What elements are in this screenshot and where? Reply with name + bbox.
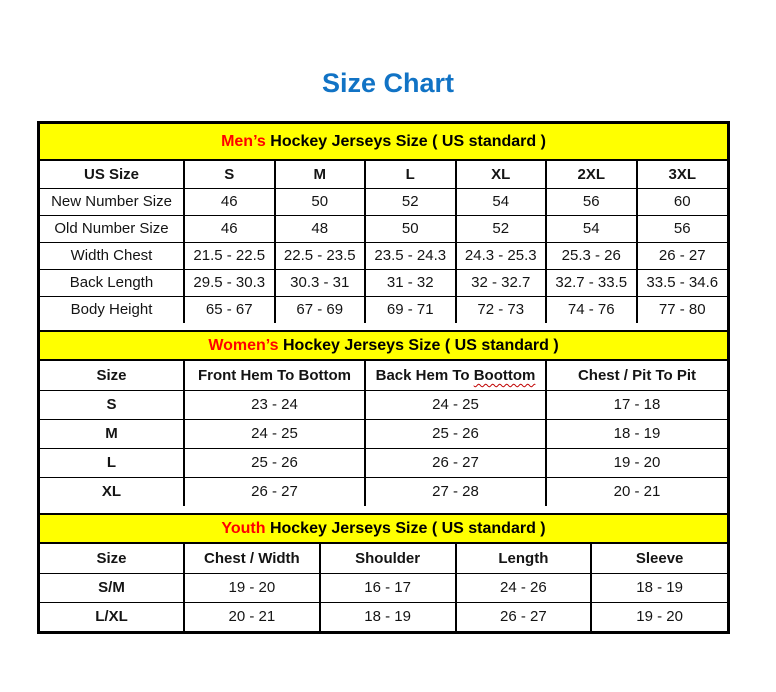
table-row bbox=[40, 390, 727, 419]
table-cell: 24 - 25 bbox=[184, 419, 365, 448]
mens-size-table bbox=[40, 161, 727, 323]
column-header: Sleeve bbox=[591, 544, 727, 573]
column-header: XL bbox=[456, 161, 547, 188]
womens-size-table bbox=[40, 361, 727, 506]
column-header: 2XL bbox=[546, 161, 637, 188]
row-label: Back Length bbox=[40, 269, 184, 296]
table-cell: 19 - 20 bbox=[184, 573, 320, 602]
table-cell: 33.5 - 34.6 bbox=[637, 269, 728, 296]
table-row bbox=[40, 215, 727, 242]
youth-header-row bbox=[40, 544, 727, 573]
womens-section-label: Hockey Jerseys Size ( US standard ) bbox=[278, 337, 559, 354]
column-header: US Size bbox=[40, 161, 184, 188]
row-label: S/M bbox=[40, 573, 184, 602]
row-label: L bbox=[40, 448, 184, 477]
table-cell: 26 - 27 bbox=[456, 602, 592, 631]
row-label: S bbox=[40, 390, 184, 419]
table-cell: 25 - 26 bbox=[365, 419, 546, 448]
table-cell: 26 - 27 bbox=[637, 242, 728, 269]
table-cell: 22.5 - 23.5 bbox=[275, 242, 366, 269]
table-cell: 23.5 - 24.3 bbox=[365, 242, 456, 269]
table-cell: 23 - 24 bbox=[184, 390, 365, 419]
table-cell: 46 bbox=[184, 188, 275, 215]
table-row bbox=[40, 269, 727, 296]
table-cell: 25 - 26 bbox=[184, 448, 365, 477]
column-header: Chest / Pit To Pit bbox=[546, 361, 727, 390]
table-cell: 52 bbox=[456, 215, 547, 242]
table-cell: 24.3 - 25.3 bbox=[456, 242, 547, 269]
table-cell: 20 - 21 bbox=[184, 602, 320, 631]
mens-section-header-band bbox=[40, 124, 727, 161]
table-cell: 21.5 - 22.5 bbox=[184, 242, 275, 269]
page-title: Size Chart bbox=[321, 68, 455, 98]
row-label: L/XL bbox=[40, 602, 184, 631]
table-cell: 77 - 80 bbox=[637, 296, 728, 323]
womens-section-header-band bbox=[40, 330, 727, 361]
table-cell: 50 bbox=[365, 215, 456, 242]
table-cell: 74 - 76 bbox=[546, 296, 637, 323]
table-cell: 52 bbox=[365, 188, 456, 215]
table-cell: 19 - 20 bbox=[591, 602, 727, 631]
column-header: Size bbox=[40, 361, 184, 390]
table-cell: 46 bbox=[184, 215, 275, 242]
table-cell: 26 - 27 bbox=[184, 477, 365, 506]
womens-section-accent-label: Women’s bbox=[208, 337, 279, 354]
mens-section-label: Hockey Jerseys Size ( US standard ) bbox=[265, 133, 546, 150]
row-label: Width Chest bbox=[40, 242, 184, 269]
misspelled-word-squiggle: Boottom bbox=[473, 366, 536, 384]
table-cell: 18 - 19 bbox=[320, 602, 456, 631]
column-header: S bbox=[184, 161, 275, 188]
table-cell: 54 bbox=[546, 215, 637, 242]
table-cell: 32.7 - 33.5 bbox=[546, 269, 637, 296]
row-label: M bbox=[40, 419, 184, 448]
youth-section-accent-label: Youth bbox=[221, 520, 266, 537]
column-header: 3XL bbox=[637, 161, 728, 188]
table-cell: 60 bbox=[637, 188, 728, 215]
table-cell: 27 - 28 bbox=[365, 477, 546, 506]
column-header: M bbox=[275, 161, 366, 188]
youth-section-header-band bbox=[40, 513, 727, 544]
column-header: Length bbox=[456, 544, 592, 573]
table-cell: 32 - 32.7 bbox=[456, 269, 547, 296]
column-header bbox=[365, 361, 546, 390]
section-spacer bbox=[40, 323, 727, 330]
table-row bbox=[40, 602, 727, 631]
table-cell: 29.5 - 30.3 bbox=[184, 269, 275, 296]
table-cell: 18 - 19 bbox=[591, 573, 727, 602]
column-header: Size bbox=[40, 544, 184, 573]
table-cell: 25.3 - 26 bbox=[546, 242, 637, 269]
table-cell: 67 - 69 bbox=[275, 296, 366, 323]
table-cell: 65 - 67 bbox=[184, 296, 275, 323]
table-cell: 16 - 17 bbox=[320, 573, 456, 602]
table-cell: 72 - 73 bbox=[456, 296, 547, 323]
table-row bbox=[40, 477, 727, 506]
row-label: Old Number Size bbox=[40, 215, 184, 242]
table-cell: 18 - 19 bbox=[546, 419, 727, 448]
row-label: Body Height bbox=[40, 296, 184, 323]
table-cell: 24 - 26 bbox=[456, 573, 592, 602]
column-header: L bbox=[365, 161, 456, 188]
column-header: Shoulder bbox=[320, 544, 456, 573]
mens-header-row bbox=[40, 161, 727, 188]
table-cell: 56 bbox=[637, 215, 728, 242]
size-chart-table-group bbox=[37, 121, 730, 634]
mens-section-accent-label: Men’s bbox=[221, 133, 266, 150]
table-cell: 17 - 18 bbox=[546, 390, 727, 419]
table-cell: 69 - 71 bbox=[365, 296, 456, 323]
row-label: New Number Size bbox=[40, 188, 184, 215]
table-row bbox=[40, 448, 727, 477]
table-cell: 48 bbox=[275, 215, 366, 242]
row-label: XL bbox=[40, 477, 184, 506]
table-cell: 24 - 25 bbox=[365, 390, 546, 419]
column-header: Front Hem To Bottom bbox=[184, 361, 365, 390]
section-spacer bbox=[40, 506, 727, 513]
column-header-text: Back Hem To bbox=[375, 366, 474, 384]
column-header: Chest / Width bbox=[184, 544, 320, 573]
table-cell: 56 bbox=[546, 188, 637, 215]
table-cell: 30.3 - 31 bbox=[275, 269, 366, 296]
table-cell: 19 - 20 bbox=[546, 448, 727, 477]
table-cell: 50 bbox=[275, 188, 366, 215]
table-row bbox=[40, 296, 727, 323]
table-row bbox=[40, 419, 727, 448]
table-cell: 31 - 32 bbox=[365, 269, 456, 296]
table-cell: 26 - 27 bbox=[365, 448, 546, 477]
youth-size-table bbox=[40, 544, 727, 631]
youth-section-label: Hockey Jerseys Size ( US standard ) bbox=[265, 520, 546, 537]
table-row bbox=[40, 188, 727, 215]
table-cell: 20 - 21 bbox=[546, 477, 727, 506]
table-row bbox=[40, 573, 727, 602]
table-cell: 54 bbox=[456, 188, 547, 215]
table-row bbox=[40, 242, 727, 269]
womens-header-row bbox=[40, 361, 727, 390]
